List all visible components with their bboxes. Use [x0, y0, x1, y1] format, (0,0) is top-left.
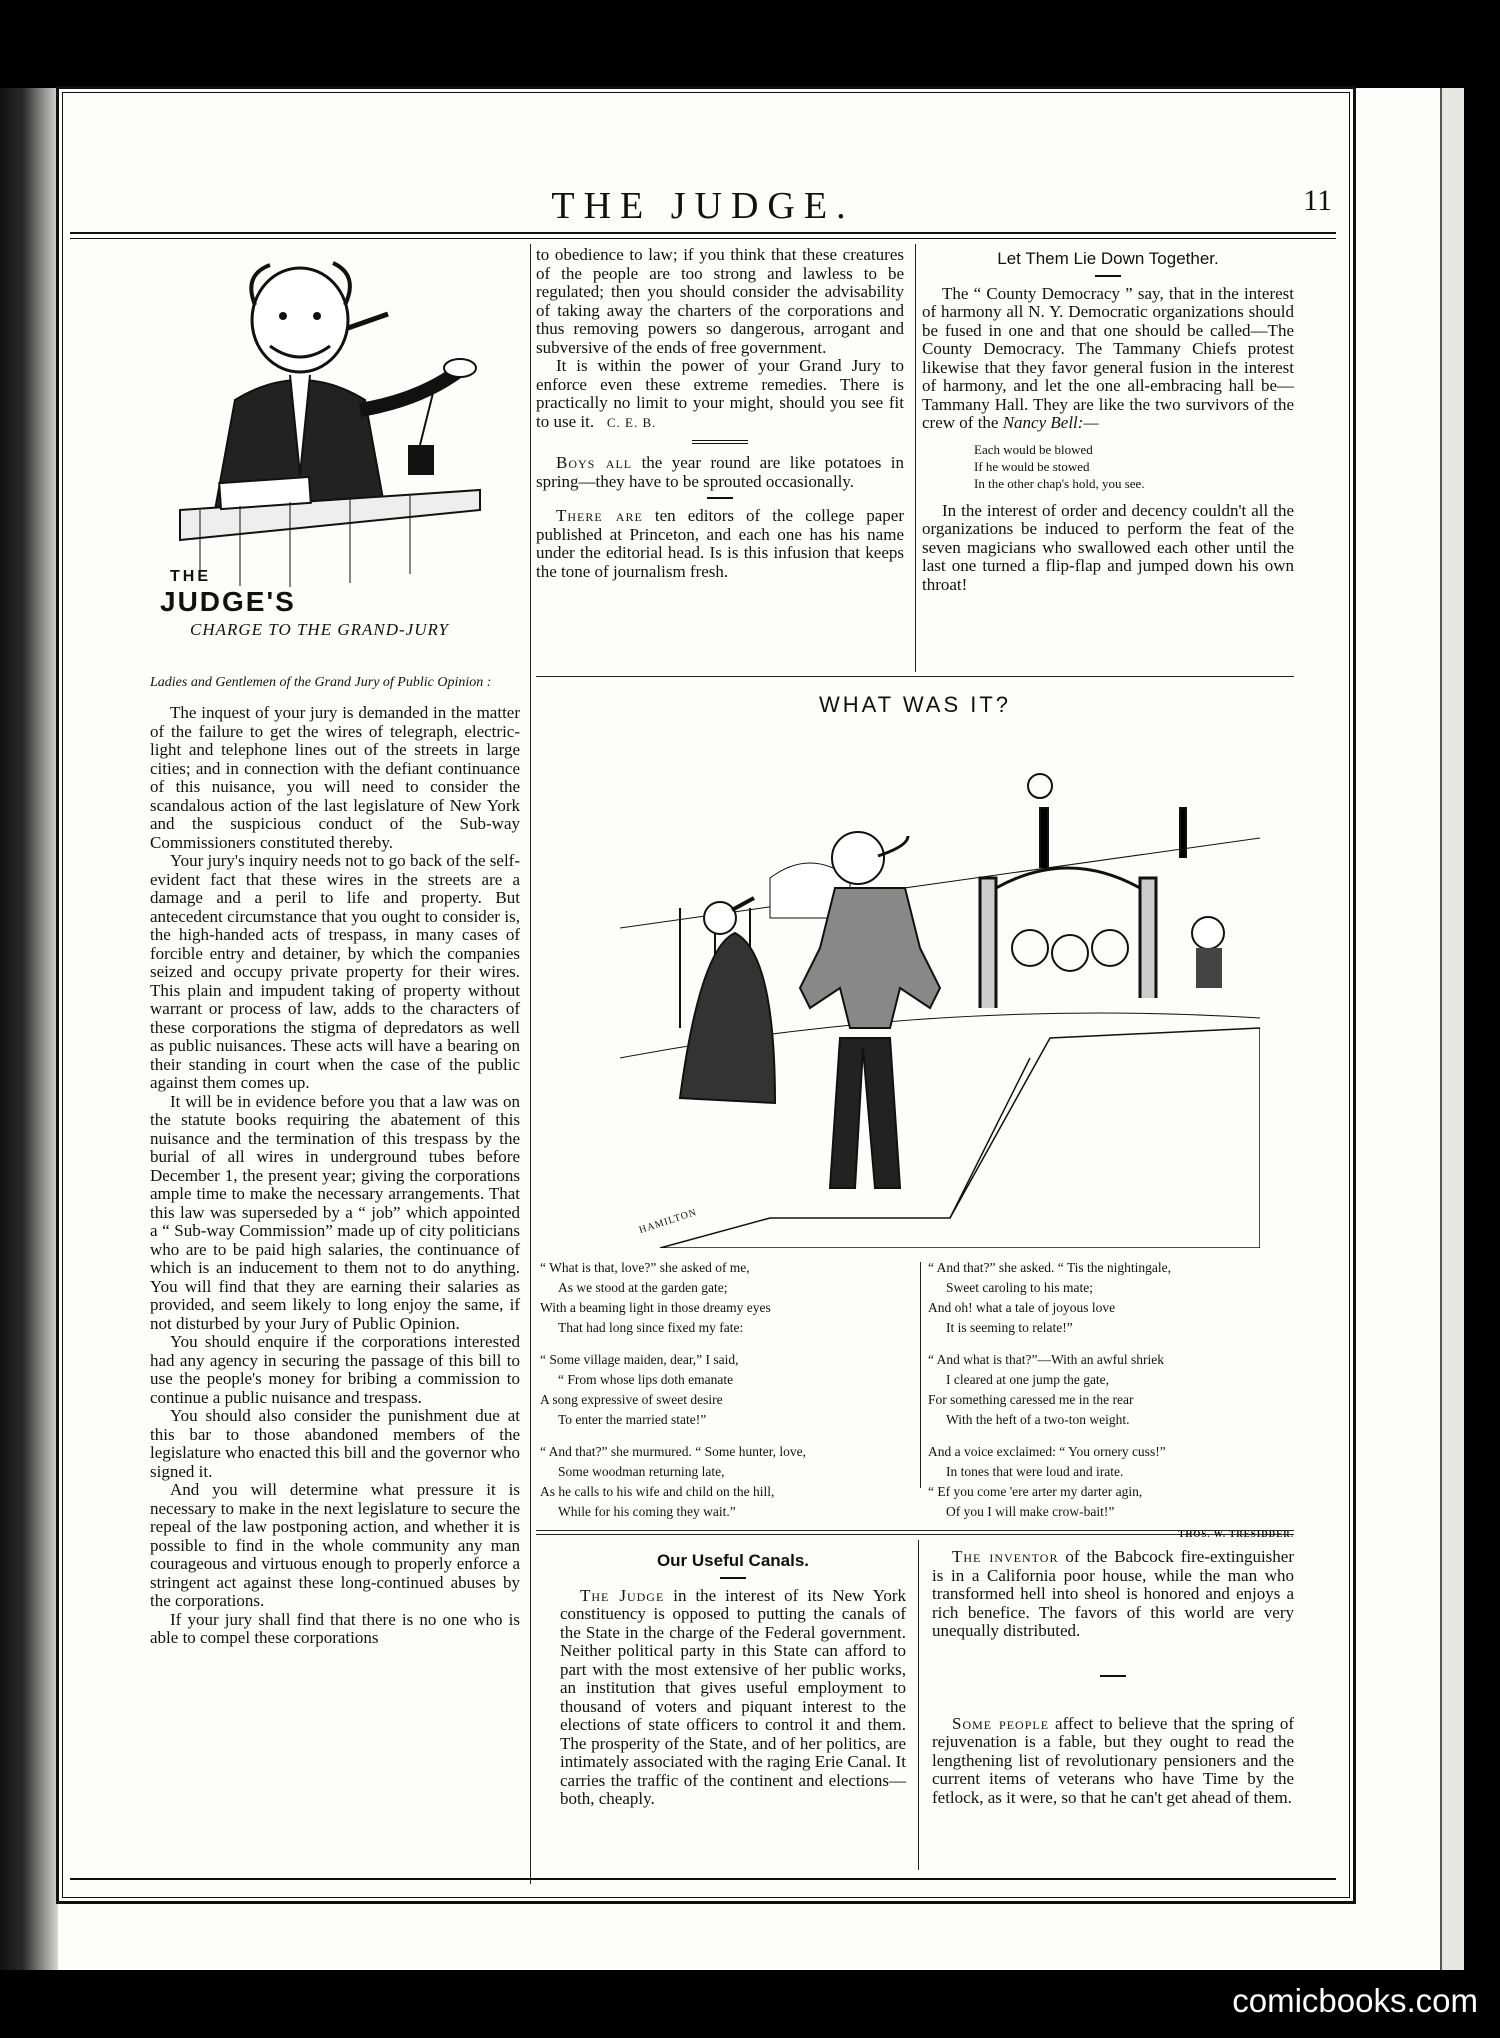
- verse-stanza: [928, 1350, 1294, 1430]
- column-lie-down-together: [922, 246, 1294, 594]
- header-rule-thin: [70, 238, 1336, 239]
- cartoon-top-rule: [536, 676, 1294, 677]
- verse-stanza: [928, 1442, 1294, 1522]
- verse-line: Some woodman returning late,: [558, 1464, 725, 1479]
- verse-divider: [920, 1262, 921, 1488]
- bottom-rule: [70, 1878, 1336, 1880]
- verse-line: With a beaming light in those dreamy eyes: [540, 1300, 771, 1315]
- watermark-bar: [1232, 1972, 1500, 2038]
- some-people-paragraph: [932, 1715, 1294, 1808]
- verse-line: I cleared at one jump the gate,: [946, 1372, 1110, 1387]
- nancy-bell: Nancy Bell:—: [1002, 413, 1099, 432]
- column-useful-canals: [560, 1548, 906, 1809]
- canals-text: in the interest of its New York constituency is opposed to putting the canals of the State in the charge of the Federal government. Neither political party in this State can afford to part with the most extensive of her public works, an institution that gives useful employment to thousand of voters and piquant interest to the elections of state officers to control it and them. The prosperity of the State, and of her politics, are intimately associated with the raging Erie Canal. It carries the traffic of the continent and elections—both, cheaply.: [560, 1585, 906, 1808]
- poem-line: If he would be stowed: [974, 458, 1090, 474]
- verse-line: For something caressed me in the rear: [928, 1392, 1134, 1407]
- there-paragraph: [536, 507, 904, 581]
- verse-line: “ And that?” she murmured. “ Some hunter, love,: [540, 1444, 807, 1459]
- inventor-paragraph: [932, 1548, 1294, 1641]
- signature-ceb: C. E. B.: [606, 414, 657, 430]
- section-dash: [707, 497, 733, 499]
- poem-line: Each would be blowed: [974, 441, 1093, 457]
- verse-line: And a voice exclaimed: “ You ornery cuss!”: [928, 1444, 1166, 1459]
- charge-final-text: It is within the power of your Grand Jury to enforce even these extreme remedies. There is practically no limit to your might, should you see fit to use it.: [536, 356, 904, 431]
- verse-line: It is seeming to relate!”: [946, 1320, 1073, 1335]
- verse-line: As we stood at the garden gate;: [558, 1280, 728, 1295]
- charge-paragraph: And you will determine what pressure it is necessary to make in the next legislature to secure the repeal of the law postponing action, and whether it is possible to find in the whole community any man courageous and virtuous enough to properly enforce a stringent act against these long-continued abuses by the corporations.: [150, 1480, 520, 1610]
- verse-line: That had long since fixed my fate:: [558, 1320, 744, 1335]
- verse-line: “ From whose lips doth emanate: [558, 1372, 734, 1387]
- masthead-title: THE JUDGE.: [551, 185, 855, 227]
- section-rule: [692, 440, 748, 444]
- verse-stanza: [928, 1258, 1294, 1338]
- lie-down-heading: Let Them Lie Down Together.: [997, 249, 1219, 268]
- verse-line: “ What is that, love?” she asked of me,: [540, 1260, 750, 1275]
- charge-paragraph: It will be in evidence before you that a law was on the statute books requiring the abatement of this nuisance and the termination of this trespass by the burial of all wires in underground tubes before December 1, the present year; giving the corporations ample time to make the necessary arrangements. That this law was superseded by a “ job” which appointed a “ Sub-way Commission” made up of city politicians who are to be paid high salaries, the continuance of which is an inducement to them not to do anything. You will find that they are earning their salaries as provided, and seem likely to long enjoy the same, if not disturbed by your Jury of Public Opinion.: [150, 1091, 520, 1333]
- inventor-lead: The inventor: [952, 1547, 1059, 1566]
- charge-paragraph: You should enquire if the corporations interested had any agency in securing the passage of this bill to use the people's money for bribing a commission to continue a public nuisance and trespass.: [150, 1332, 520, 1407]
- verse-right: [928, 1258, 1294, 1544]
- verse-line: Sweet caroling to his mate;: [946, 1280, 1093, 1295]
- book-spine: [0, 88, 58, 1970]
- column-inventor: [932, 1548, 1294, 1807]
- verse-line: Of you I will make crow-bait!”: [946, 1504, 1115, 1519]
- nancy-bell-poem: [922, 441, 1294, 492]
- charge-continued-paragraph: to obedience to law; if you think that these creatures of the people are too strong and lawless to be regulated; then you should consider the advisability of taking away the charters of the corporations and thus removing powers so dangerous, arrogant and subversive of the ends of free government.: [536, 245, 904, 357]
- charge-continued-paragraph: [536, 357, 904, 432]
- charge-paragraph: If your jury shall find that there is no one who is able to compel these corporations: [150, 1609, 520, 1647]
- lie-down-paragraph-2: In the interest of order and decency couldn't all the organizations be induced to perform the feat of the seven magicians who swallowed each other until the last one turned a flip-flap and jumped down his own throat!: [922, 500, 1294, 594]
- canals-top-rule: [536, 1530, 1294, 1531]
- canals-lead: The Judge: [580, 1585, 665, 1605]
- column-charge-continued: [536, 246, 904, 581]
- boys-text: the year round are like potatoes in spring—they have to be sprouted occasionally.: [536, 453, 905, 491]
- canals-heading: Our Useful Canals.: [656, 1551, 810, 1570]
- verse-stanza: [540, 1258, 910, 1338]
- verse-line: “ Ef you come 'ere arter my darter agin,: [928, 1484, 1143, 1499]
- verse-line: “ Some village maiden, dear,” I said,: [540, 1352, 739, 1367]
- watermark-text: comicbooks.com: [1232, 1982, 1478, 2019]
- there-text: ten editors of the college paper published at Princeton, and each one has his name under the editorial head. Is is this infusion that keeps the tone of journalism fresh.: [536, 506, 904, 581]
- column-divider: [915, 244, 916, 672]
- some-people-text: affect to believe that the spring of rejuvenation is a fable, but they ought to read the lengthening list of revolutionary pensioners and the current items of veterans who have Time by the fetlock, as it were, so that he can't get ahead of them.: [932, 1713, 1295, 1807]
- page-edge: [1440, 88, 1464, 1970]
- section-dash: [1100, 1675, 1126, 1677]
- cartoon-signature: HAMILTON: [637, 1206, 699, 1237]
- lie-down-text: The “ County Democracy ” say, that in the interest of harmony all N. Y. Democratic organizations should be fused in one and that one should be called—The County Democracy. The Tammany Chiefs protest likewise that they favor general fusion in the interest of harmony, and let the one all-embracing hall be—Tammany Hall. They are like the two survivors of the crew of the: [922, 283, 1294, 432]
- there-lead: There are: [556, 506, 643, 525]
- poem-line: In the other chap's hold, you see.: [974, 475, 1145, 491]
- page-header: [70, 102, 1336, 234]
- column-divider: [918, 1540, 919, 1870]
- cartoon-title: WHAT WAS IT?: [818, 692, 1012, 717]
- judge-illustration: [150, 250, 490, 650]
- verse-stanza: [540, 1350, 910, 1430]
- judge-caption-charge: CHARGE TO THE GRAND-JURY: [190, 620, 450, 639]
- charge-paragraph: You should also consider the punishment due at this bar to those abandoned members of the legislature who enacted this bill and the governor who signed it.: [150, 1406, 520, 1481]
- inventor-text: of the Babcock fire-extinguisher is in a California poor house, while the man who transformed hell into sheol is honored and enjoys a rich benefice. The favors of this world are very unequally distributed.: [932, 1547, 1294, 1640]
- verse-left: [540, 1258, 910, 1534]
- section-dash: [720, 1577, 746, 1579]
- verse-signature: THOS. W. TRESIDDER.: [1178, 1529, 1294, 1539]
- salutation: Ladies and Gentlemen of the Grand Jury of Public Opinion :: [150, 675, 492, 690]
- lie-down-paragraph: [922, 285, 1294, 433]
- page-number: 11: [1303, 184, 1332, 217]
- verse-line: To enter the married state!”: [558, 1412, 707, 1427]
- verse-line: “ And what is that?”—With an awful shriek: [928, 1352, 1165, 1367]
- verse-line: “ And that?” she asked. “ Tis the nightingale,: [928, 1260, 1171, 1275]
- section-dash: [1095, 275, 1121, 277]
- canals-top-rule-2: [536, 1534, 1294, 1535]
- judge-caption-the: THE: [170, 568, 211, 585]
- cartoon-drawing: [620, 738, 1260, 1248]
- charge-paragraph: Your jury's inquiry needs not to go back of the self-evident fact that these wires in the streets are a damage and a peril to life and property. But antecedent circumstance that you ought to consider is, the high-handed acts of trespass, in many cases of forcible entry and detainer, by which the companies seized and occupy private property for their wires. This plain and impudent taking of property without warrant or process of law, adds to the characters of these corporations the stigma of depredators as well as public nuisances. These acts will have a bearing on their standing in court when the case of the public against them comes up.: [150, 851, 520, 1092]
- verse-line: And oh! what a tale of joyous love: [928, 1300, 1116, 1315]
- verse-line: With the heft of a two-ton weight.: [946, 1412, 1130, 1427]
- verse-stanza: [540, 1442, 910, 1522]
- boys-paragraph: [536, 454, 904, 491]
- charge-paragraph: The inquest of your jury is demanded in the matter of the failure to get the wires of telegraph, electric-light and telephone lines out of the streets in large cities; and in connection with the defiant continuance of this nuisance, you will need to consider the scandalous action of the last legislature of New York and the suspicious conduct of the Sub-way Commissioners constituted thereby.: [150, 703, 520, 852]
- header-rule: [70, 232, 1336, 234]
- verse-line: As he calls to his wife and child on the hill,: [540, 1484, 775, 1499]
- verse-line: While for his coming they wait.”: [558, 1504, 736, 1519]
- cartoon-what-was-it: [620, 738, 1260, 1248]
- verse-line: In tones that were loud and irate.: [946, 1464, 1124, 1479]
- judge-caption-judges: JUDGE'S: [160, 586, 296, 617]
- column-divider: [530, 244, 531, 1884]
- some-people-lead: Some people: [952, 1713, 1050, 1733]
- column-judges-charge: [150, 672, 520, 1648]
- boys-lead: Boys all: [556, 453, 633, 472]
- verse-line: A song expressive of sweet desire: [540, 1392, 723, 1407]
- canals-paragraph: [560, 1587, 906, 1809]
